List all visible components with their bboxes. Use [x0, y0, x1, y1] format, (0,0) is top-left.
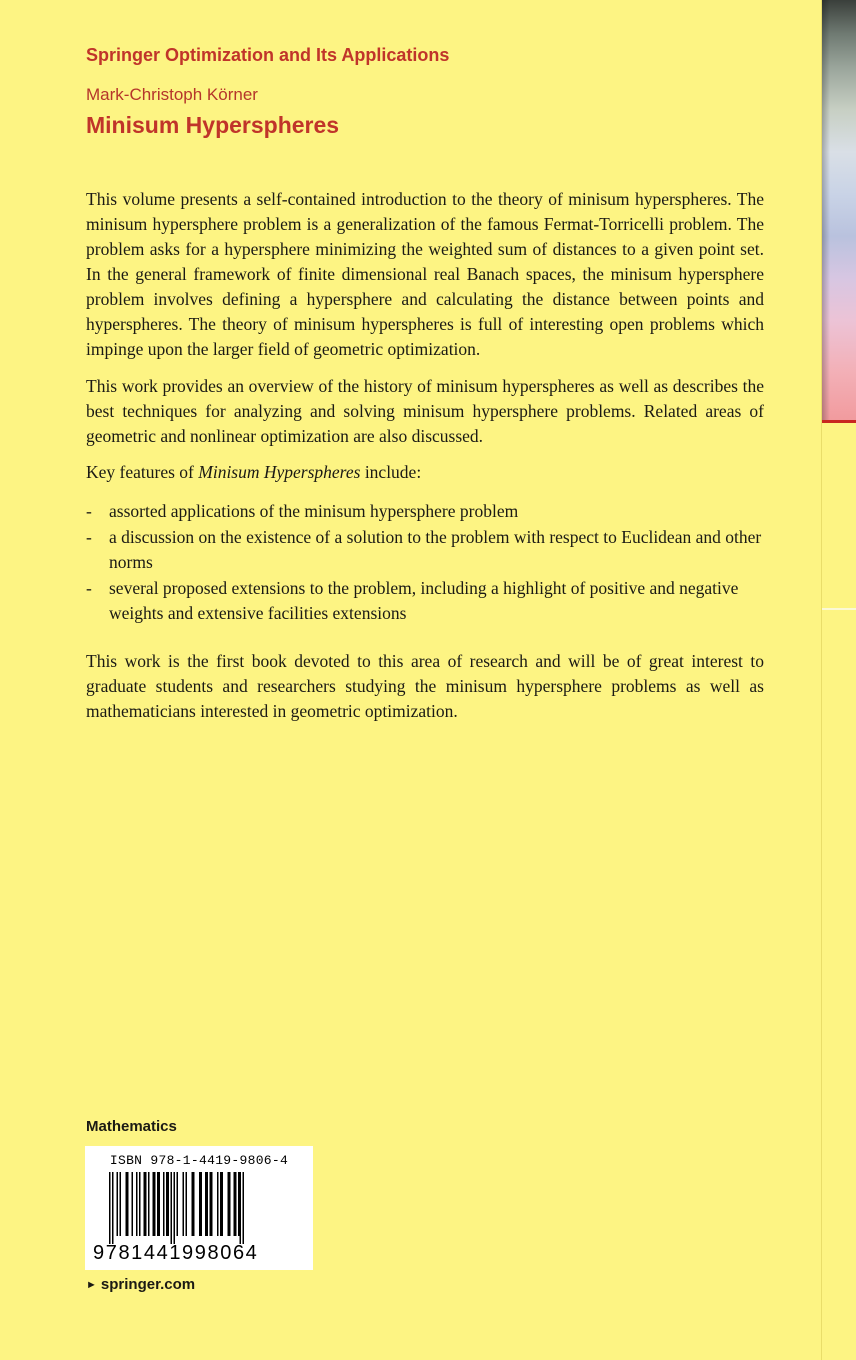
website-text: springer.com: [100, 1276, 196, 1293]
features-lead-before: Key features of: [86, 462, 199, 482]
barcode-bar: [120, 1172, 122, 1236]
barcode-guard-bar: [240, 1172, 242, 1244]
spine-red-rule: [822, 420, 856, 423]
book-spine: [821, 0, 856, 1360]
barcode-bar: [153, 1172, 156, 1236]
barcode-bar: [144, 1172, 147, 1236]
blurb-paragraph-2: This work provides an overview of the history of minisum hyperspheres as well as describes the best techniques for analyzing and solving minisum hypersphere problems. Related areas of geometric and nonlinear optimization are also discussed.: [86, 376, 764, 446]
feature-text: several proposed extensions to the problem, including a highlight of positive and negative weights and extensive facilities extensions: [109, 578, 739, 623]
arrow-icon: ►: [86, 1279, 97, 1291]
barcode-bar: [148, 1172, 150, 1236]
bullet-dash: -: [86, 527, 92, 547]
barcode-bar: [220, 1172, 223, 1236]
isbn-label: ISBN 978-1-4419-9806-4: [109, 1153, 289, 1168]
barcode-guard-bar: [112, 1172, 114, 1244]
spine-artwork: [822, 0, 856, 422]
spine-white-rule: [822, 608, 856, 610]
website-link[interactable]: [86, 1276, 195, 1293]
barcode-bar: [126, 1172, 129, 1236]
features-lead-title: Minisum Hyperspheres: [198, 462, 361, 482]
barcode-bar: [136, 1172, 138, 1236]
author-name: Mark-Christoph Körner: [86, 85, 258, 104]
features-list: [86, 499, 764, 626]
barcode-bar: [210, 1172, 213, 1236]
barcode-bar: [205, 1172, 208, 1236]
barcode-guard-bar: [174, 1172, 176, 1244]
ean-digits: 9781441998064: [93, 1242, 259, 1264]
barcode-bar: [132, 1172, 134, 1236]
barcode-guard-bar: [171, 1172, 173, 1244]
subject-label: Mathematics: [86, 1118, 177, 1135]
barcode-bar: [157, 1172, 160, 1236]
blurb-paragraph-1: This volume presents a self-contained introduction to the theory of minisum hyperspheres. The minisum hypersphere problem is a generalization of the famous Fermat-Torricelli problem. The problem asks for a hypersphere minimizing the weighted sum of distances to a given point set. In the general framework of finite dimensional real Banach spaces, the minisum hypersphere problem involves defining a hypersphere and calculating the distance between points and hyperspheres. The theory of minisum hyperspheres is full of interesting open problems which impinge upon the larger field of geometric optimization.: [86, 189, 764, 359]
barcode-bar: [217, 1172, 219, 1236]
feature-text: assorted applications of the minisum hypersphere problem: [109, 501, 519, 521]
bullet-dash: -: [86, 501, 92, 521]
barcode-bar: [238, 1172, 240, 1236]
barcode-bar: [228, 1172, 231, 1236]
barcode-bar: [199, 1172, 202, 1236]
barcode-guard-bar: [109, 1172, 111, 1244]
book-title: Minisum Hyperspheres: [86, 112, 340, 138]
feature-text: a discussion on the existence of a solution to the problem with respect to Euclidean and other norms: [109, 527, 762, 572]
list-item: [86, 576, 764, 626]
barcode-guard-bar: [243, 1172, 245, 1244]
features-lead-after: include:: [360, 462, 422, 482]
barcode: [85, 1146, 313, 1270]
barcode-bar: [183, 1172, 185, 1236]
barcode-bar: [177, 1172, 179, 1236]
series-name: Springer Optimization and Its Applications: [86, 45, 450, 65]
barcode-bar: [163, 1172, 165, 1236]
barcode-bar: [234, 1172, 237, 1236]
bullet-dash: -: [86, 578, 92, 598]
barcode-bar: [117, 1172, 119, 1236]
barcode-bar: [192, 1172, 195, 1236]
list-item: [86, 499, 764, 524]
barcode-bar: [139, 1172, 141, 1236]
barcode-bar: [186, 1172, 188, 1236]
barcode-bars: [99, 1172, 299, 1244]
blurb-closing: This work is the first book devoted to this area of research and will be of great interest to graduate students and researchers studying the minisum hypersphere problems as well as mathematicians interested in geometric optimization.: [86, 651, 764, 721]
list-item: [86, 525, 764, 575]
features-lead: [86, 460, 764, 485]
barcode-bar: [166, 1172, 169, 1236]
blurb: [86, 187, 764, 735]
